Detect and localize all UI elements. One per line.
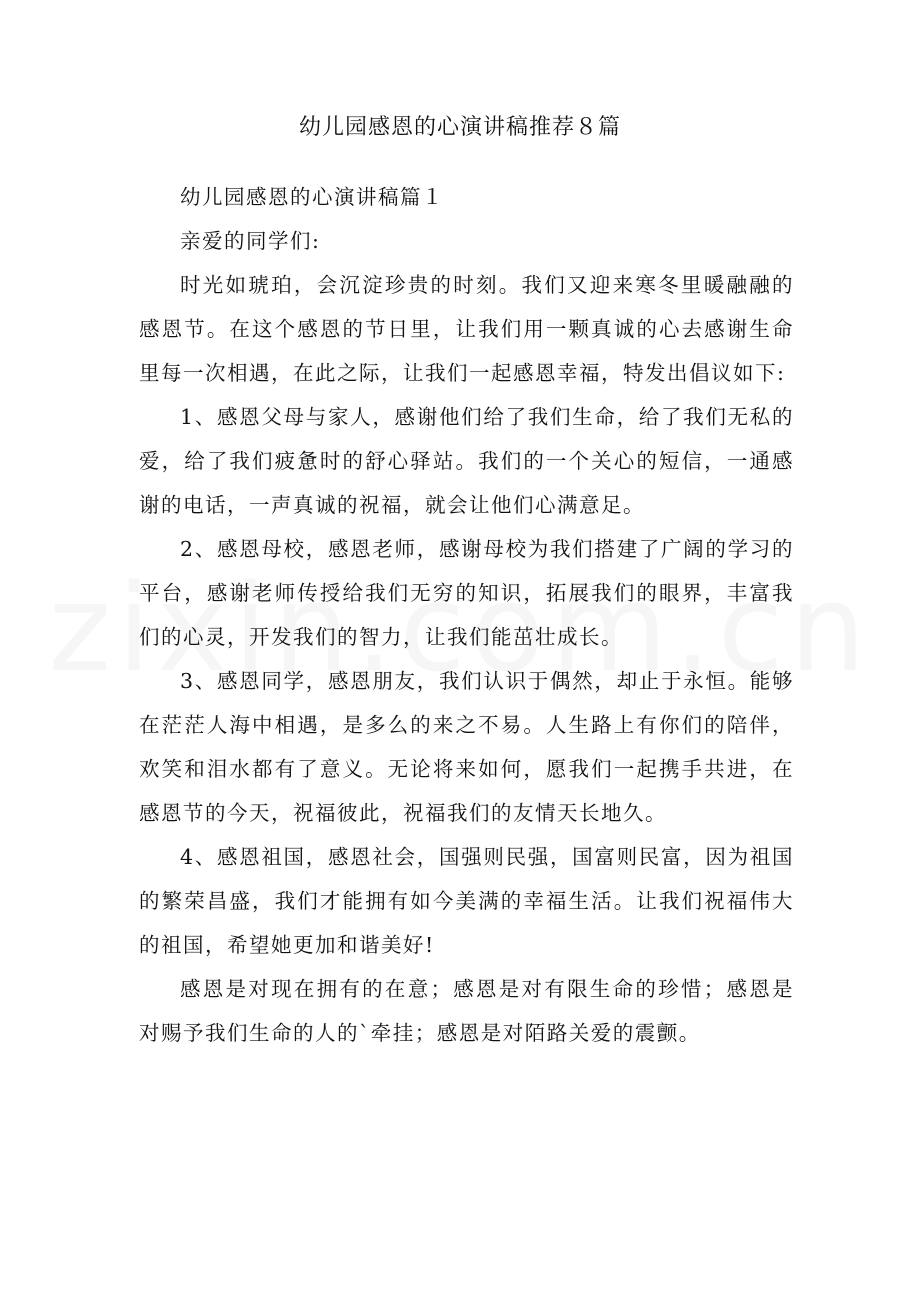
body-paragraph: 2、感恩母校，感恩老师，感谢母校为我们搭建了广阔的学习的平台，感谢老师传授给我们无穷的知识，拓展我们的眼界，丰富我们的心灵，开发我们的智力，让我们能茁壮成长。 [139, 537, 794, 649]
section-heading: 幼儿园感恩的心演讲稿篇１ [180, 185, 444, 209]
body-paragraph: 3、感恩同学，感恩朋友，我们认识于偶然，却止于永恒。能够在茫茫人海中相遇，是多么的来之不易。人生路上有你们的陪伴，欢笑和泪水都有了意义。无论将来如何，愿我们一起携手共进，在感恩节的今天，祝福彼此，祝福我们的友情天长地久。 [139, 669, 794, 825]
salutation: 亲爱的同学们: [180, 229, 321, 253]
document-body [139, 175, 794, 1055]
document-title: 幼儿园感恩的心演讲稿推荐８篇 [298, 115, 621, 140]
body-paragraph: 感恩是对现在拥有的在意；感恩是对有限生命的珍惜；感恩是对赐予我们生命的人的`牵挂；感恩是对陌路关爱的震颤。 [139, 977, 794, 1045]
body-paragraph: 4、感恩祖国，感恩社会，国强则民强，国富则民富，因为祖国的繁荣昌盛，我们才能拥有如今美满的幸福生活。让我们祝福伟大的祖国，希望她更加和谐美好! [139, 845, 794, 957]
body-paragraph: 时光如琥珀，会沉淀珍贵的时刻。我们又迎来寒冬里暖融融的感恩节。在这个感恩的节日里，让我们用一颗真诚的心去感谢生命里每一次相遇，在此之际，让我们一起感恩幸福，特发出倡议如下: [139, 273, 794, 385]
body-paragraph: 1、感恩父母与家人，感谢他们给了我们生命，给了我们无私的爱，给了我们疲惫时的舒心驿站。我们的一个关心的短信，一通感谢的电话，一声真诚的祝福，就会让他们心满意足。 [139, 405, 794, 517]
